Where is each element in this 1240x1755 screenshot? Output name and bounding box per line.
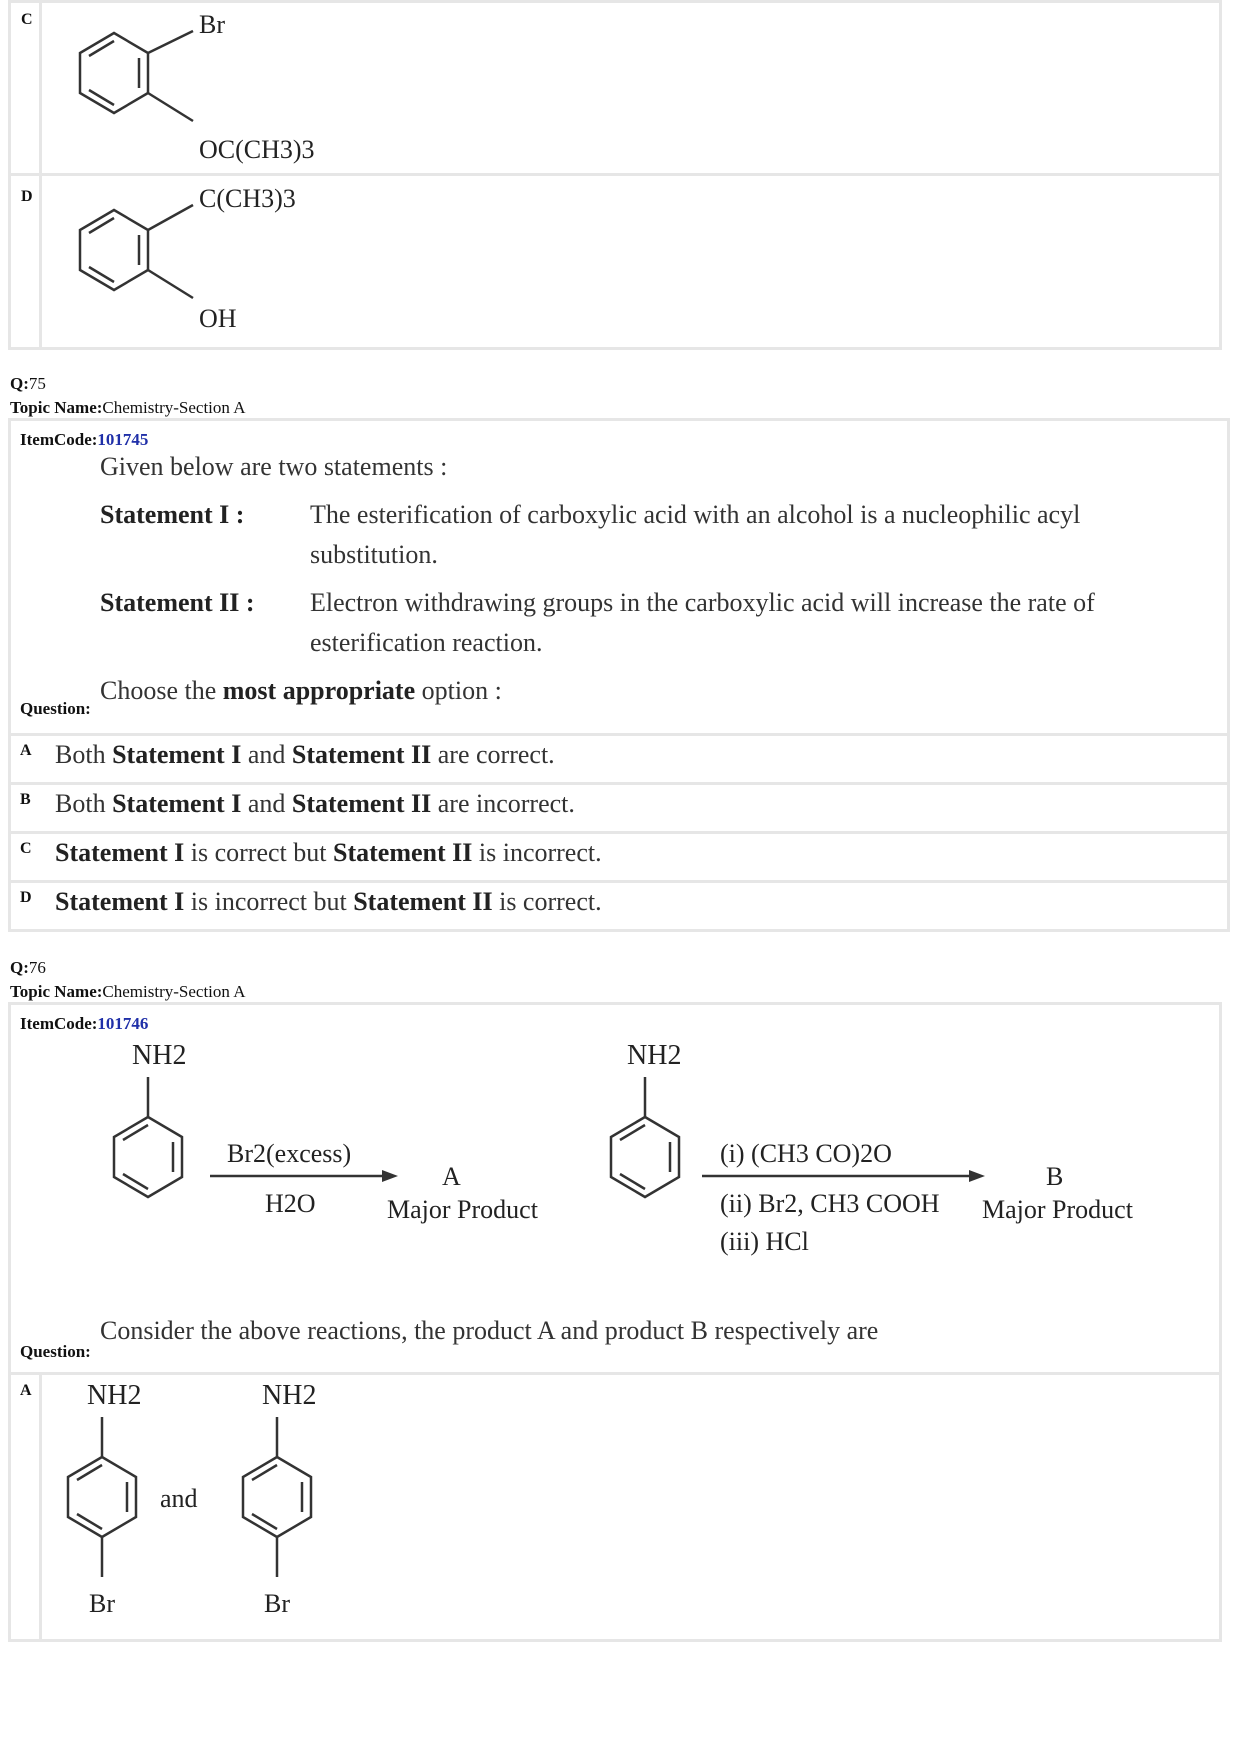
option-c-label: C [21,11,33,28]
q75-option-d-label: D [20,889,32,906]
q75-s2-line2: esterification reaction. [310,628,543,657]
q75-option-c[interactable]: Statement I is correct but Statement II is incorrect. [55,838,602,867]
q76-question-text: Consider the above reactions, the product A and product B respectively are [100,1316,879,1345]
q76-itemcode: ItemCode:101746 [20,1014,149,1033]
q74-options-table [8,0,1222,350]
q75-option-b[interactable]: Both Statement I and Statement II are incorrect. [55,789,575,818]
opt-a-nh2-left: NH2 [87,1380,142,1411]
q75-question-label: Question: [20,699,91,718]
q76-question-label: Question: [20,1342,91,1361]
q75-itemcode: ItemCode:101745 [20,430,149,449]
q75-s2-line1: Electron withdrawing groups in the carboxylic acid will increase the rate of [310,588,1095,617]
option-c-structure [56,3,356,168]
reactant2-nh2: NH2 [627,1040,682,1071]
opt-a-and: and [160,1484,198,1513]
q75-s2-label: Statement II : [100,588,255,617]
option-d-label: D [21,188,33,205]
q76-option-a-structure[interactable] [45,1372,365,1642]
q76-reaction-scheme [20,1032,1200,1282]
product-a-major: Major Product [387,1195,538,1224]
opt-a-br-left: Br [89,1589,115,1618]
product-a-label: A [442,1162,461,1191]
option-c-sub-bottom: OC(CH3)3 [199,135,315,164]
q75-option-d[interactable]: Statement I is incorrect but Statement II is correct. [55,887,602,916]
opt-a-nh2-right: NH2 [262,1380,317,1411]
q75-option-a[interactable]: Both Statement I and Statement II are correct. [55,740,555,769]
product-b-major: Major Product [982,1195,1133,1224]
q75-topic: Topic Name:Chemistry-Section A [10,398,246,417]
opt-a-br-right: Br [264,1589,290,1618]
option-c-sub-top: Br [199,10,225,39]
reaction2-step1: (i) (CH3 CO)2O [720,1139,892,1168]
option-d-structure [56,175,356,345]
reaction1-reagent-top: Br2(excess) [227,1139,352,1168]
option-d-sub-bottom: OH [199,304,237,333]
reaction2-step2: (ii) Br2, CH3 COOH [720,1189,940,1218]
q75-s1-line1: The esterification of carboxylic acid with an alcohol is a nucleophilic acyl [310,500,1081,529]
q76-option-a-label: A [20,1382,32,1399]
q75-option-a-label: A [20,742,32,759]
q75-option-c-label: C [20,840,32,857]
q75-s1-label: Statement I : [100,500,245,529]
reaction2-step3: (iii) HCl [720,1227,809,1256]
q75-option-b-label: B [20,791,31,808]
q76-number: Q:76 [10,958,46,977]
reactant1-nh2: NH2 [132,1040,187,1071]
product-b-label: B [1046,1162,1064,1191]
option-d-sub-top: C(CH3)3 [199,184,296,213]
q75-s1-line2: substitution. [310,540,438,569]
q75-number: Q:75 [10,374,46,393]
reaction1-reagent-bottom: H2O [265,1189,316,1218]
q76-topic: Topic Name:Chemistry-Section A [10,982,246,1001]
q75-choose: Choose the most appropriate option : [100,676,502,705]
q75-intro: Given below are two statements : [100,452,448,481]
